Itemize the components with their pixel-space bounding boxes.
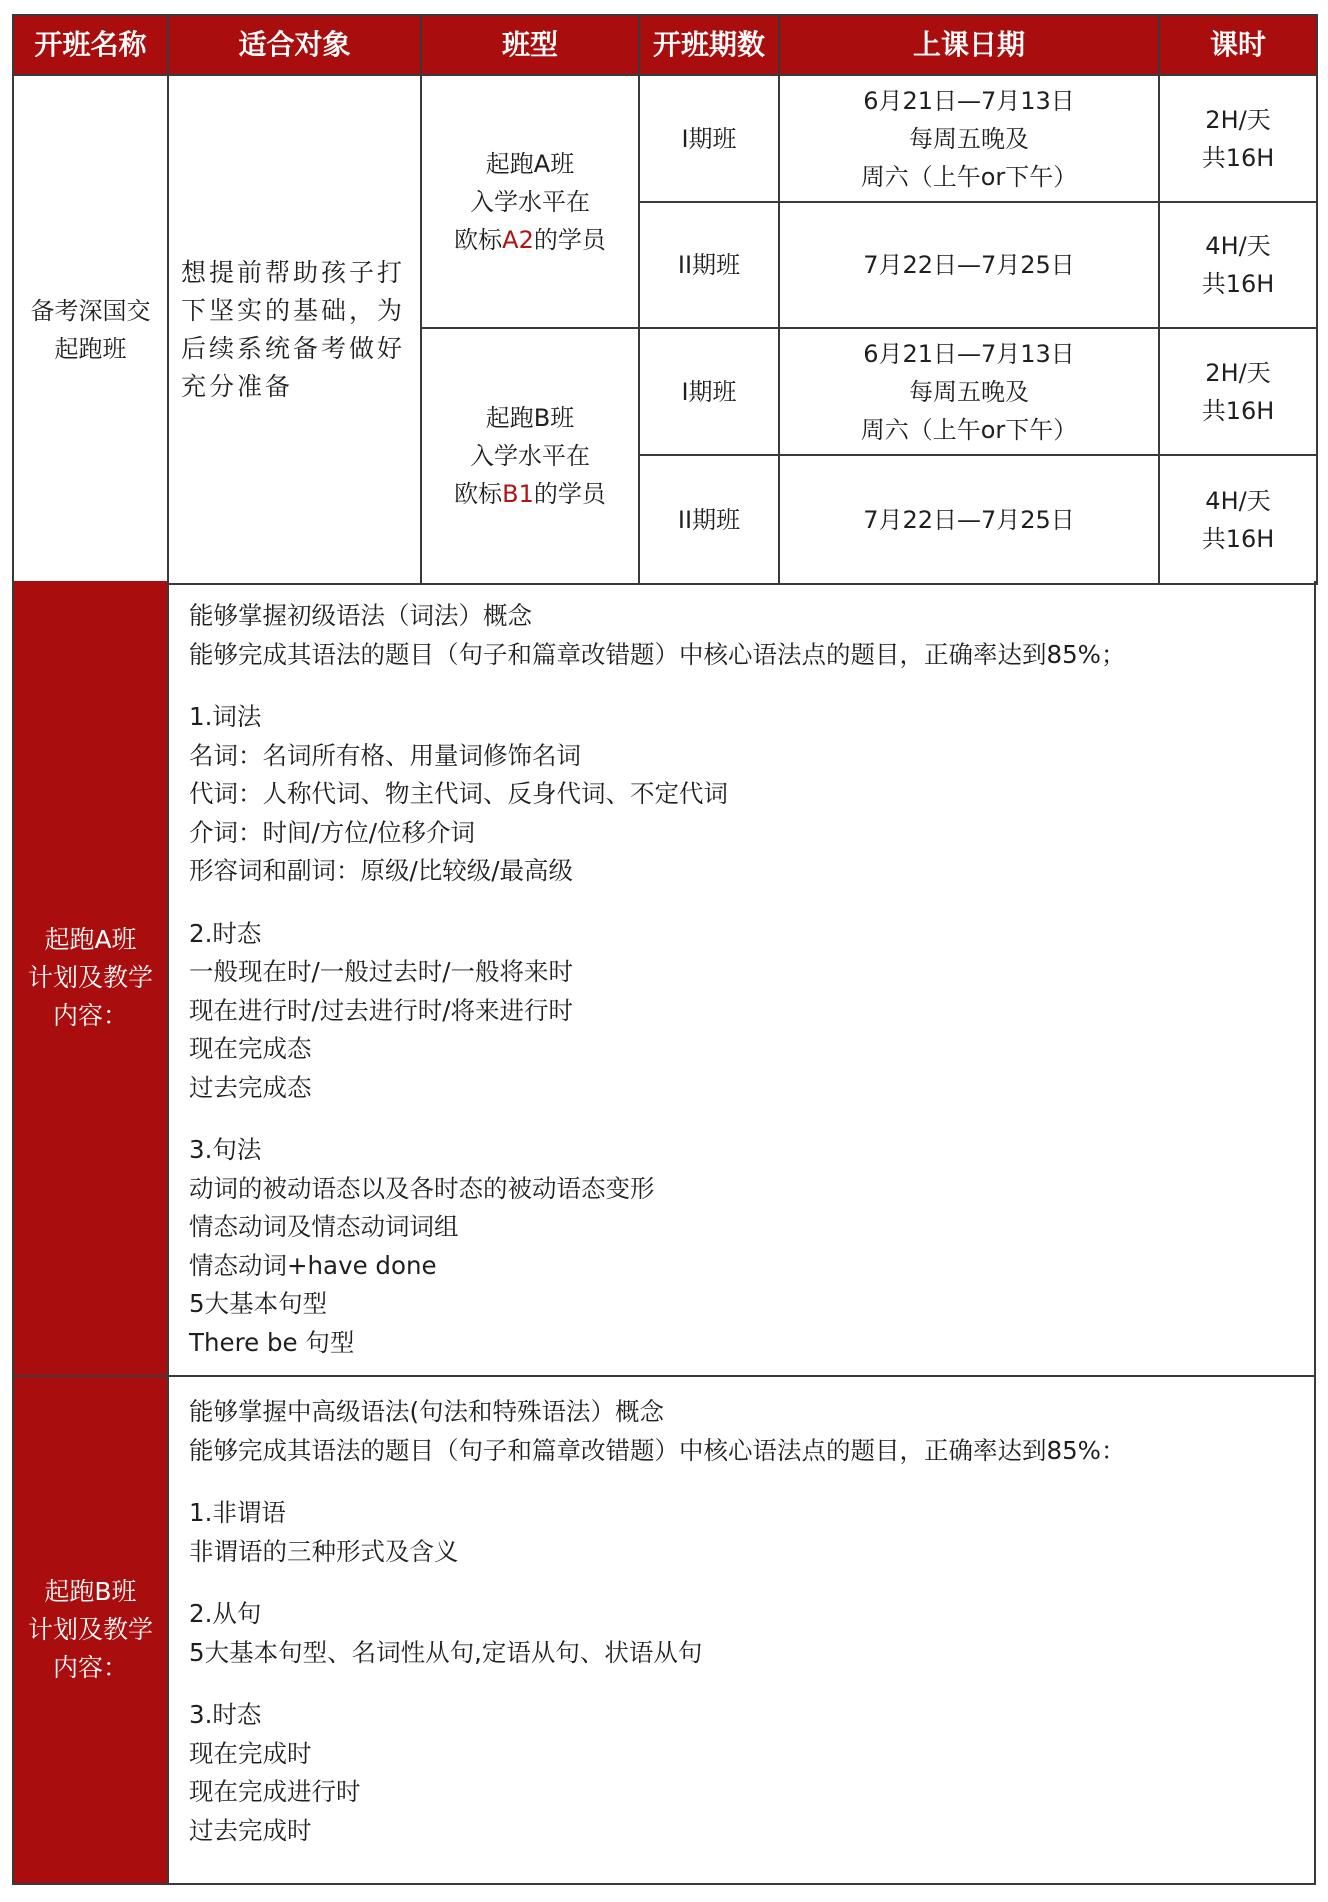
hours-line: 共16H [1201,270,1275,298]
class-type-line: 起跑A班 [485,149,575,178]
dates-cell [779,455,1159,584]
plan-a-item: 代词：人称代词、物主代词、反身代词、不定代词 [189,779,728,808]
plan-b-label [14,1377,169,1883]
plan-b-item: 现在完成时 [189,1738,312,1768]
plan-a-item: 名词：名词所有格、用量词修饰名词 [189,740,581,770]
plan-b-item: 非谓语的三种形式及含义 [189,1536,459,1566]
dates-line: 周六（上午or下午） [860,415,1078,444]
plan-b-section-title: 2.从句 [189,1599,262,1628]
plan-a-label-line: 计划及教学 [27,963,153,992]
target-line: 想提前帮助孩子打 [181,257,406,287]
plan-b-content [169,1377,1314,1883]
hours-cell [1159,455,1317,584]
plan-b-section-title: 1.非谓语 [189,1498,286,1527]
spacer [189,1672,1314,1696]
plan-a-item: There be 句型 [189,1327,355,1357]
class-type-level-line [422,475,638,513]
schedule-table [12,14,1318,585]
class-type-cell-b [421,328,639,584]
hours-line: 2H/天 [1205,105,1271,134]
plan-b-item: 过去完成时 [189,1815,312,1845]
header-class-name: 开班名称 [13,15,168,75]
plan-b-item: 现在完成进行时 [189,1777,361,1806]
dates-cell [779,328,1159,455]
plan-a-intro-line: 能够掌握初级语法（词法）概念 [189,601,532,630]
hours-line: 共16H [1201,396,1275,425]
dates-cell [779,202,1159,328]
dates-line: 6月21日—7月13日 [863,86,1075,115]
header-period: 开班期数 [639,15,779,75]
class-name-cell [13,75,168,584]
class-name-line: 起跑班 [54,334,127,363]
plan-a-item: 现在进行时/过去进行时/将来进行时 [189,995,574,1025]
plan-a-block [12,581,1316,1377]
hours-cell [1159,328,1317,455]
hours-line: 2H/天 [1205,358,1271,387]
plan-b-block [12,1377,1316,1885]
hours-line: 4H/天 [1205,486,1271,515]
spacer [189,891,1314,915]
dates-line: 周六（上午or下午） [860,162,1078,191]
plan-b-label-line: 计划及教学 [27,1615,153,1644]
period-cell: II期班 [639,455,779,584]
plan-a-section-title: 3.句法 [189,1135,262,1164]
target-line: 后续系统备考做好 [181,333,406,363]
plan-a-label-line: 内容： [52,1001,128,1030]
header-target: 适合对象 [168,15,421,75]
plan-b-section-title: 3.时态 [189,1700,262,1729]
header-dates: 上课日期 [779,15,1159,75]
class-type-cell-a [421,75,639,328]
header-class-type: 班型 [421,15,639,75]
plan-a-intro-line: 能够完成其语法的题目（句子和篇章改错题）中核心语法点的题目，正确率达到85%； [189,639,1126,669]
plan-a-item: 现在完成态 [189,1034,312,1063]
plan-a-item: 介词：时间/方位/位移介词 [189,817,476,847]
plan-a-label [14,581,169,1375]
plan-b-label-line: 起跑B班 [44,1577,137,1606]
plan-a-item: 一般现在时/一般过去时/一般将来时 [189,957,574,986]
period-cell: II期班 [639,202,779,328]
header-row [13,15,1317,75]
spacer [189,1571,1314,1595]
plan-a-item: 动词的被动语态以及各时态的被动语态变形 [189,1173,655,1203]
dates-cell [779,75,1159,202]
plan-b-intro-line: 能够完成其语法的题目（句子和篇章改错题）中核心语法点的题目，正确率达到85%： [189,1435,1126,1465]
period-cell: I期班 [639,328,779,455]
hours-cell [1159,75,1317,202]
class-name-line: 备考深国交 [30,296,151,325]
level-prefix: 欧标 [454,480,503,508]
plan-a-item: 形容词和副词：原级/比较级/最高级 [189,856,574,885]
plan-b-intro-line: 能够掌握中高级语法(句法和特殊语法）概念 [189,1397,665,1426]
hours-line: 共16H [1201,524,1275,553]
plan-b-label-line: 内容： [52,1653,128,1682]
spacer [189,1107,1314,1131]
class-type-level-line [422,221,638,259]
dates-line: 7月22日—7月25日 [863,505,1075,534]
plan-b-item: 5大基本句型、名词性从句,定语从句、状语从句 [189,1637,703,1667]
plan-a-section-title: 1.词法 [189,702,262,731]
hours-line: 共16H [1201,143,1275,172]
dates-line: 每周五晚及 [909,377,1029,406]
spacer [189,674,1314,698]
target-line: 下坚实的基础，为 [181,295,406,325]
target-line: 充分准备 [181,371,294,401]
class-type-line: 入学水平在 [470,187,590,216]
class-type-line: 起跑B班 [485,404,575,432]
level-suffix: 的学员 [533,480,606,508]
level-prefix: 欧标 [454,225,503,254]
target-cell [168,75,421,584]
period-cell: I期班 [639,75,779,202]
plan-a-section-title: 2.时态 [189,918,262,948]
hours-line: 4H/天 [1205,232,1271,260]
plan-a-item: 5大基本句型 [189,1289,328,1318]
class-type-line: 入学水平在 [470,442,590,470]
hours-cell [1159,202,1317,328]
plan-a-content [169,581,1314,1375]
spacer [189,1470,1314,1494]
table-row [13,75,1317,202]
plan-a-item: 过去完成态 [189,1072,312,1102]
dates-line: 6月21日—7月13日 [863,339,1075,368]
plan-a-label-line: 起跑A班 [44,925,137,954]
level-code: A2 [502,225,534,254]
dates-line: 每周五晚及 [909,124,1029,153]
level-suffix: 的学员 [533,225,606,254]
plan-a-item: 情态动词及情态动词词组 [189,1212,459,1241]
header-hours: 课时 [1159,15,1317,75]
dates-line: 7月22日—7月25日 [863,251,1075,279]
level-code: B1 [502,480,534,508]
plan-a-item: 情态动词+have done [189,1250,437,1280]
